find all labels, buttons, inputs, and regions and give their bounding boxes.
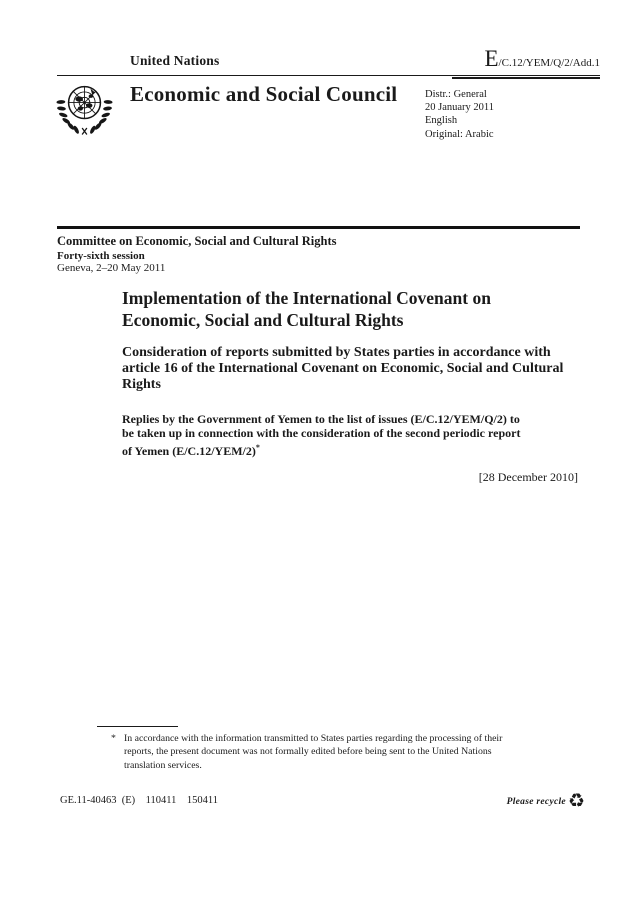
replies-title-text: Replies by the Government of Yemen to the list of issues (E/C.12/YEM/Q/2) to be taken up in connection with the consideration of the second periodic report of Yemen (E/C.12/YEM/2)	[122, 412, 521, 458]
committee-name: Committee on Economic, Social and Cultural Rights	[57, 234, 337, 248]
united-nations-label: United Nations	[130, 53, 220, 68]
recycle-label: Please recycle	[506, 796, 566, 807]
header-rule	[57, 75, 600, 76]
language-line: English	[425, 115, 458, 127]
recycle-icon: ♻	[567, 790, 585, 812]
job-number: GE.11-40463 (E) 110411 150411	[60, 795, 218, 806]
document-symbol-underline	[452, 77, 600, 79]
footnote-reference: *	[255, 442, 260, 452]
recycle-notice	[507, 792, 585, 811]
subtitle: Consideration of reports submitted by States parties in accordance with article 16 of the International Covenant on Economic, Social and Cultural Rights	[122, 345, 564, 393]
session-number: Forty-sixth session	[57, 250, 145, 262]
document-symbol-series: E	[484, 46, 499, 71]
distr-line: Distr.: General	[425, 89, 487, 100]
footnote-rule	[97, 726, 178, 727]
council-title: Economic and Social Council	[130, 82, 398, 106]
footnote	[111, 732, 513, 772]
footnote-marker: *	[111, 733, 116, 744]
footnote-text: In accordance with the information transmitted to States parties regarding the processing of their reports, the present document was not formally edited before being sent to the United Nations translation services.	[124, 733, 503, 771]
replies-title	[122, 412, 530, 458]
issue-date-line: 20 January 2011	[425, 102, 495, 114]
session-location-dates: Geneva, 2–20 May 2011	[57, 262, 166, 274]
received-date: [28 December 2010]	[478, 470, 578, 484]
session-divider-rule	[57, 226, 580, 229]
document-symbol-number: /C.12/YEM/Q/2/Add.1	[498, 57, 600, 69]
un-emblem-icon	[55, 79, 114, 138]
distribution-block	[425, 88, 494, 141]
main-title: Implementation of the International Covenant on Economic, Social and Cultural Rights	[122, 288, 491, 330]
document-symbol	[484, 46, 600, 72]
original-language-line: Original: Arabic	[425, 128, 494, 140]
